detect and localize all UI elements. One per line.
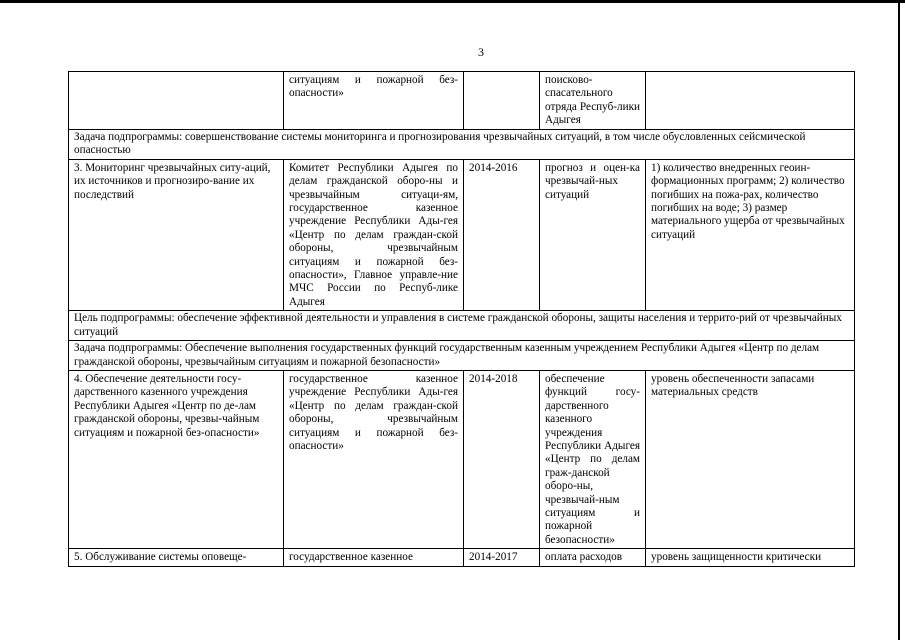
cell-indicator: уровень защищенности критически <box>646 549 855 566</box>
task-band: Задача подпрограммы: совершенствование системы мониторинга и прогнозирования чрезвычайных ситуаций, в том числе обусловленных сейсмической опасностью <box>69 130 855 160</box>
cell-indicator: 1) количество внедренных геоин-формационных программ; 2) количество погибших на пожа-рах, количество погибших на воде; 3) размер материального ущерба от чрезвычайных ситуаций <box>646 159 855 310</box>
table-band-row <box>69 341 855 371</box>
table-row <box>69 72 855 130</box>
page-right-border <box>898 0 900 640</box>
cell-activity: 3. Мониторинг чрезвычайных ситу-аций, их источников и прогнозиро-вание их последствий <box>69 159 284 310</box>
cell-result: обеспечение функций госу-дарственного казенного учреждения Республики Адыгея «Центр по делам граж-данской оборо-ны, чрезвычай-ным ситуациям и пожарной безопасности» <box>540 370 646 548</box>
cell-period: 2014-2017 <box>464 549 540 566</box>
table-band-row <box>69 311 855 341</box>
cell-period: 2014-2016 <box>464 159 540 310</box>
cell-result: прогноз и оцен-ка чрезвычай-ных ситуаций <box>540 159 646 310</box>
table-band-row <box>69 130 855 160</box>
cell-activity: 5. Обслуживание системы оповеще- <box>69 549 284 566</box>
cell-executor: государственное казенное учреждение Республики Ады-гея «Центр по делам граждан-ской обороны, чрезвычайным ситуациям и пожарной без-опасности» <box>284 370 464 548</box>
goal-band: Цель подпрограммы: обеспечение эффективной деятельности и управления в системе гражданской обороны, защиты населения и террито-рий от чрезвычайных ситуаций <box>69 311 855 341</box>
cell-executor: государственное казенное <box>284 549 464 566</box>
page-top-border <box>0 0 905 3</box>
cell-result: оплата расходов <box>540 549 646 566</box>
cell-indicator <box>646 72 855 130</box>
page-number: 3 <box>478 45 484 59</box>
cell-period <box>464 72 540 130</box>
cell-activity: 4. Обеспечение деятельности госу-дарственного казенного учреждения Республики Адыгея «Центр по де-лам гражданской обороны, чрезвы-чайным ситуациям и пожарной без-опасности» <box>69 370 284 548</box>
cell-result: поисково-спасательного отряда Респуб-лики Адыгея <box>540 72 646 130</box>
table-row <box>69 159 855 310</box>
cell-activity <box>69 72 284 130</box>
table-row <box>69 549 855 566</box>
cell-period: 2014-2018 <box>464 370 540 548</box>
program-table <box>68 71 855 567</box>
cell-indicator: уровень обеспеченности запасами материальных средств <box>646 370 855 548</box>
table-row <box>69 370 855 548</box>
task-band: Задача подпрограммы: Обеспечение выполнения государственных функций государственным казенным учреждением Республики Адыгея «Центр по делам гражданской обороны, чрезвычайным ситуациям и пожарной безопасности» <box>69 341 855 371</box>
cell-executor: ситуациям и пожарной без-опасности» <box>284 72 464 130</box>
cell-executor: Комитет Республики Адыгея по делам гражданской оборо-ны и чрезвычайным ситуаци-ям, государственное казенное учреждение Республики Ады-гея «Центр по делам граждан-ской обороны, чрезвычайным ситуациям и пожарной без-опасности», Главное управле-ние МЧС России по Респуб-лике Адыгея <box>284 159 464 310</box>
